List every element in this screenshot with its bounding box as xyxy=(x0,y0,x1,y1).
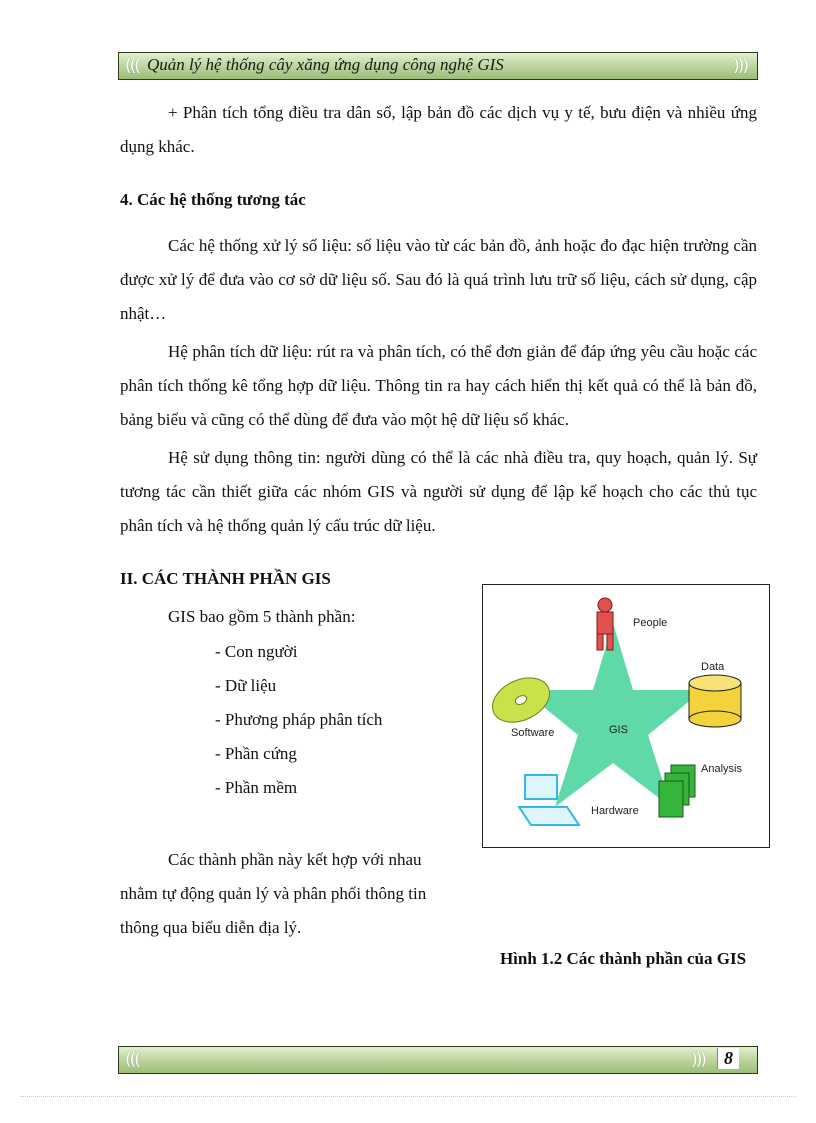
page-number: 8 xyxy=(717,1048,739,1069)
analysis-documents-icon xyxy=(659,765,695,817)
components-outro: Các thành phần này kết hợp với nhau nhằm tự động quản lý và phân phối thông tin thông qua biểu diễn địa lý. xyxy=(120,850,427,937)
section-4-paragraph-1: Các hệ thống xử lý số liệu: số liệu vào từ các bản đồ, ảnh hoặc đo đạc hiện trường cần được xử lý để đưa vào cơ sở dữ liệu số. Sau đó là quá trình lưu trữ số liệu, cách sử dụng, cập nhật… xyxy=(120,236,757,323)
header-ticks-left: ((( xyxy=(125,56,139,76)
figure-label-software: Software xyxy=(511,727,555,739)
figure-center-label: GIS xyxy=(609,724,628,736)
figure-label-hardware: Hardware xyxy=(591,805,639,817)
figure-label-people: People xyxy=(633,617,668,629)
gis-components-figure xyxy=(482,584,770,848)
section-4-paragraph-2: Hệ phân tích dữ liệu: rút ra và phân tích, có thể đơn giản để đáp ứng yêu cầu hoặc các phân tích thống kê tổng hợp dữ liệu. Thông tin ra hay cách hiển thị kết quả có thể là bản đồ, bảng biểu và cũng có thể dùng để đưa vào một hệ dữ liệu số khác. xyxy=(120,342,757,429)
component-item-3: - Phương pháp phân tích xyxy=(215,710,383,729)
figure-caption: Hình 1.2 Các thành phần của GIS xyxy=(499,949,747,968)
person-icon xyxy=(597,598,613,650)
figure-label-analysis: Analysis xyxy=(701,763,742,775)
section-4-heading: 4. Các hệ thống tương tác xyxy=(120,190,306,209)
header-ticks-right: ))) xyxy=(733,56,747,76)
component-item-1: - Con người xyxy=(215,642,298,661)
section-4-paragraph-3: Hệ sử dụng thông tin: người dùng có thể là các nhà điều tra, quy hoạch, quản lý. Sự tương tác cần thiết giữa các nhóm GIS và người sử dụng để lập kế hoạch cho các thủ tục phân tích và hệ thống quản lý cấu trúc dữ liệu. xyxy=(120,448,757,535)
component-item-5: - Phần mềm xyxy=(215,778,298,797)
page-divider xyxy=(20,1096,796,1097)
figure-label-data: Data xyxy=(701,661,725,673)
component-item-4: - Phần cứng xyxy=(215,744,297,763)
section-ii-heading: II. CÁC THÀNH PHẦN GIS xyxy=(120,569,331,588)
component-item-2: - Dữ liệu xyxy=(215,676,277,695)
header-bar xyxy=(118,52,758,80)
components-intro: GIS bao gồm 5 thành phần: xyxy=(168,607,356,626)
intro-bullet: + Phân tích tổng điều tra dân số, lập bản đồ các dịch vụ y tế, bưu điện và nhiều ứng dụng khác. xyxy=(120,103,757,156)
software-disc-icon xyxy=(485,669,556,731)
document-title: Quản lý hệ thống cây xăng ứng dụng công nghệ GIS xyxy=(147,55,504,74)
footer-ticks-left: ((( xyxy=(125,1050,139,1070)
footer-ticks-right: ))) xyxy=(691,1050,705,1070)
database-icon xyxy=(689,675,741,727)
footer-bar xyxy=(118,1046,758,1074)
